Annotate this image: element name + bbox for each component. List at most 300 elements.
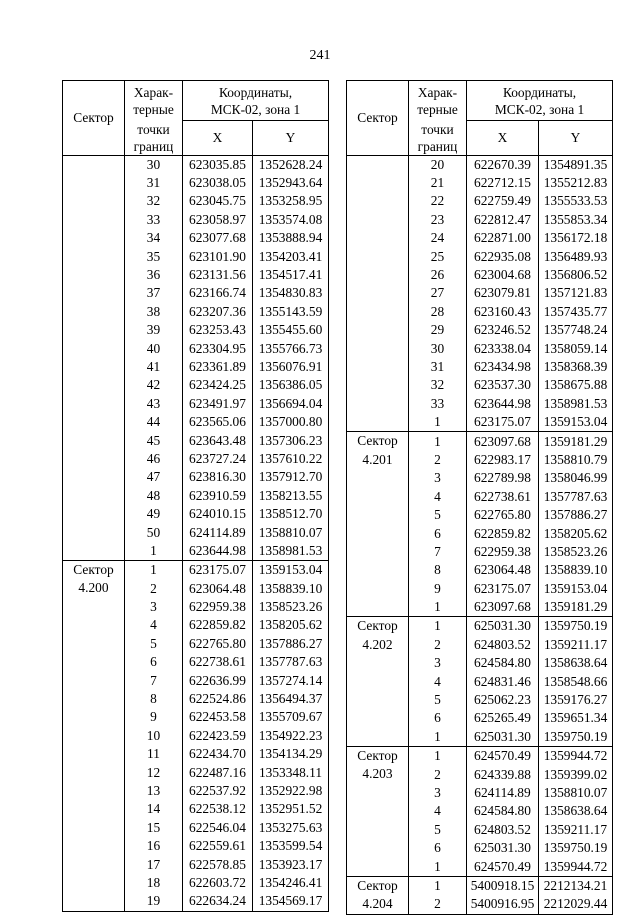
point-number: 14 — [125, 800, 183, 818]
sector-cell — [347, 413, 409, 432]
point-number: 36 — [125, 266, 183, 284]
table-row — [63, 892, 329, 911]
point-number: 3 — [125, 598, 183, 616]
sector-cell — [63, 413, 125, 431]
sector-cell — [347, 321, 409, 339]
point-number: 31 — [125, 174, 183, 192]
point-number: 20 — [409, 155, 467, 174]
coord-y: 1358839.10 — [253, 579, 329, 597]
sector-cell — [347, 561, 409, 579]
coord-y: 2212029.44 — [539, 895, 613, 914]
coord-x: 623644.98 — [467, 395, 539, 413]
table-row — [347, 469, 613, 487]
table-row — [347, 765, 613, 783]
point-number: 32 — [125, 192, 183, 210]
sector-cell: Сектор — [347, 747, 409, 766]
coord-x: 622634.24 — [183, 892, 253, 911]
header-sector: Сектор — [347, 81, 409, 156]
sector-cell: Сектор — [347, 617, 409, 636]
sector-cell — [347, 155, 409, 174]
sector-cell — [63, 266, 125, 284]
point-number: 4 — [409, 488, 467, 506]
coord-y: 1354569.17 — [253, 892, 329, 911]
coord-x: 623077.68 — [183, 229, 253, 247]
point-number: 46 — [125, 450, 183, 468]
sector-cell — [63, 247, 125, 265]
coord-y: 1356386.05 — [253, 376, 329, 394]
table-row — [347, 598, 613, 617]
table-row — [63, 616, 329, 634]
sector-cell — [347, 691, 409, 709]
coord-x: 623038.05 — [183, 174, 253, 192]
coord-y: 1358512.70 — [253, 505, 329, 523]
sector-cell — [347, 728, 409, 747]
point-number: 2 — [409, 765, 467, 783]
coord-y: 1359750.19 — [539, 728, 613, 747]
coord-x: 622765.80 — [183, 635, 253, 653]
point-number: 32 — [409, 376, 467, 394]
header-points-top: Харак- терные — [125, 81, 183, 121]
coord-x: 623434.98 — [467, 358, 539, 376]
sector-cell — [347, 709, 409, 727]
point-number: 3 — [409, 469, 467, 487]
point-number: 2 — [125, 579, 183, 597]
table-row — [63, 855, 329, 873]
coord-y: 1352951.52 — [253, 800, 329, 818]
sector-cell — [347, 784, 409, 802]
point-number: 1 — [409, 413, 467, 432]
coord-y: 1358638.64 — [539, 654, 613, 672]
sector-cell: 4.204 — [347, 895, 409, 914]
table-row — [347, 802, 613, 820]
coord-x: 622789.98 — [467, 469, 539, 487]
coord-x: 625062.23 — [467, 691, 539, 709]
coord-x: 623253.43 — [183, 321, 253, 339]
coord-y: 1356806.52 — [539, 266, 613, 284]
table-row — [347, 303, 613, 321]
point-number: 5 — [409, 821, 467, 839]
table-row — [63, 561, 329, 580]
coord-y: 1358523.26 — [539, 543, 613, 561]
point-number: 47 — [125, 468, 183, 486]
coord-y: 1354891.35 — [539, 155, 613, 174]
point-number: 23 — [409, 211, 467, 229]
sector-cell — [63, 321, 125, 339]
sector-cell — [63, 708, 125, 726]
coord-y: 1357787.63 — [253, 653, 329, 671]
coord-x: 623816.30 — [183, 468, 253, 486]
coord-y: 1357274.14 — [253, 671, 329, 689]
sector-cell — [347, 266, 409, 284]
sector-cell — [347, 579, 409, 597]
coord-y: 1355853.34 — [539, 211, 613, 229]
coord-y: 1355143.59 — [253, 303, 329, 321]
sector-cell — [347, 821, 409, 839]
coord-y: 1353275.63 — [253, 819, 329, 837]
coord-y: 1357435.77 — [539, 303, 613, 321]
coord-y: 1358205.62 — [253, 616, 329, 634]
sector-cell — [347, 506, 409, 524]
table-row — [63, 690, 329, 708]
point-number: 26 — [409, 266, 467, 284]
table-row — [63, 358, 329, 376]
table-row — [63, 523, 329, 541]
table-row — [63, 800, 329, 818]
sector-cell: 4.203 — [347, 765, 409, 783]
header-y: Y — [539, 121, 613, 156]
coord-x: 622983.17 — [467, 451, 539, 469]
point-number: 1 — [409, 747, 467, 766]
coord-x: 622537.92 — [183, 782, 253, 800]
point-number: 37 — [125, 284, 183, 302]
table-row — [347, 192, 613, 210]
header-y: Y — [253, 121, 329, 156]
table-row — [63, 229, 329, 247]
coord-y: 1359651.34 — [539, 709, 613, 727]
table-row — [347, 155, 613, 174]
table-row — [347, 617, 613, 636]
table-row — [347, 284, 613, 302]
point-number: 48 — [125, 487, 183, 505]
coord-y: 1358981.53 — [539, 395, 613, 413]
sector-cell: Сектор — [63, 561, 125, 580]
coord-y: 1359211.17 — [539, 636, 613, 654]
table-row — [63, 376, 329, 394]
sector-cell — [63, 155, 125, 174]
coord-x: 623643.48 — [183, 431, 253, 449]
sector-cell — [63, 431, 125, 449]
sector-cell — [63, 303, 125, 321]
point-number: 6 — [409, 709, 467, 727]
sector-cell — [347, 488, 409, 506]
coord-x: 624010.15 — [183, 505, 253, 523]
table-row — [63, 727, 329, 745]
coord-x: 622935.08 — [467, 247, 539, 265]
coord-y: 1355533.53 — [539, 192, 613, 210]
sector-cell — [63, 800, 125, 818]
point-number: 17 — [125, 855, 183, 873]
coord-y: 1357748.24 — [539, 321, 613, 339]
coord-y: 1356076.91 — [253, 358, 329, 376]
coord-y: 1354134.29 — [253, 745, 329, 763]
table-row — [63, 635, 329, 653]
coord-y: 1359153.04 — [539, 579, 613, 597]
sector-cell — [63, 487, 125, 505]
coord-x: 622738.61 — [183, 653, 253, 671]
sector-cell — [63, 450, 125, 468]
sector-cell — [347, 524, 409, 542]
sector-cell — [347, 358, 409, 376]
sector-cell: Сектор — [347, 876, 409, 895]
table-row — [63, 763, 329, 781]
coord-y: 1357787.63 — [539, 488, 613, 506]
point-number: 39 — [125, 321, 183, 339]
coord-x: 622712.15 — [467, 174, 539, 192]
coord-y: 1356489.93 — [539, 247, 613, 265]
table-row — [347, 395, 613, 413]
sector-cell — [63, 523, 125, 541]
coord-y: 1353348.11 — [253, 763, 329, 781]
table-row — [63, 598, 329, 616]
coord-x: 623361.89 — [183, 358, 253, 376]
table-row — [347, 488, 613, 506]
page-number: 241 — [309, 48, 331, 63]
point-number: 1 — [409, 728, 467, 747]
table-row — [347, 339, 613, 357]
coord-x: 622765.80 — [467, 506, 539, 524]
coord-x: 623079.81 — [467, 284, 539, 302]
point-number: 41 — [125, 358, 183, 376]
sector-cell — [63, 745, 125, 763]
point-number: 5 — [409, 691, 467, 709]
sector-cell — [63, 284, 125, 302]
sector-cell — [63, 671, 125, 689]
coord-x: 623565.06 — [183, 413, 253, 431]
sector-cell — [63, 782, 125, 800]
point-number: 15 — [125, 819, 183, 837]
coord-y: 1355212.83 — [539, 174, 613, 192]
coord-x: 624831.46 — [467, 672, 539, 690]
sector-cell — [347, 672, 409, 690]
coord-y: 1354922.23 — [253, 727, 329, 745]
sector-cell — [347, 598, 409, 617]
table-row — [347, 229, 613, 247]
table-row — [63, 339, 329, 357]
table-row — [347, 211, 613, 229]
table-row — [347, 247, 613, 265]
table-row — [347, 543, 613, 561]
coord-y: 1358059.14 — [539, 339, 613, 357]
point-number: 12 — [125, 763, 183, 781]
point-number: 13 — [125, 782, 183, 800]
table-row — [347, 709, 613, 727]
coord-y: 1353258.95 — [253, 192, 329, 210]
coord-x: 623537.30 — [467, 376, 539, 394]
coord-y: 1356494.37 — [253, 690, 329, 708]
table-row — [63, 874, 329, 892]
point-number: 35 — [125, 247, 183, 265]
table-row — [347, 672, 613, 690]
table-row — [63, 450, 329, 468]
table-row — [347, 654, 613, 672]
table-row — [63, 266, 329, 284]
sector-cell — [347, 857, 409, 876]
coord-x: 622871.00 — [467, 229, 539, 247]
coord-x: 622487.16 — [183, 763, 253, 781]
point-number: 25 — [409, 247, 467, 265]
point-number: 18 — [125, 874, 183, 892]
point-number: 29 — [409, 321, 467, 339]
coord-y: 1359944.72 — [539, 857, 613, 876]
coord-y: 1358548.66 — [539, 672, 613, 690]
coord-x: 622959.38 — [467, 543, 539, 561]
sector-cell — [347, 229, 409, 247]
table-row — [63, 192, 329, 210]
sector-cell — [63, 855, 125, 873]
table-row — [347, 691, 613, 709]
sector-cell — [63, 819, 125, 837]
sector-cell — [347, 211, 409, 229]
coord-y: 1358368.39 — [539, 358, 613, 376]
coord-x: 622538.12 — [183, 800, 253, 818]
sector-cell — [347, 174, 409, 192]
coord-x: 625031.30 — [467, 728, 539, 747]
coord-x: 622559.61 — [183, 837, 253, 855]
coordinates-table-left — [62, 80, 329, 912]
table-row — [63, 284, 329, 302]
coord-x: 622636.99 — [183, 671, 253, 689]
coord-y: 1358046.99 — [539, 469, 613, 487]
point-number: 28 — [409, 303, 467, 321]
point-number: 30 — [409, 339, 467, 357]
sector-cell — [63, 358, 125, 376]
coord-x: 622434.70 — [183, 745, 253, 763]
point-number: 30 — [125, 155, 183, 174]
coord-y: 1358981.53 — [253, 542, 329, 561]
table-row — [63, 782, 329, 800]
coord-x: 623491.97 — [183, 395, 253, 413]
coord-y: 1359153.04 — [539, 413, 613, 432]
point-number: 7 — [409, 543, 467, 561]
coord-x: 624584.80 — [467, 802, 539, 820]
table-row — [347, 857, 613, 876]
point-number: 40 — [125, 339, 183, 357]
coord-y: 1352922.98 — [253, 782, 329, 800]
sector-cell — [347, 395, 409, 413]
table-row — [347, 506, 613, 524]
coord-y: 1354830.83 — [253, 284, 329, 302]
point-number: 45 — [125, 431, 183, 449]
coord-x: 623338.04 — [467, 339, 539, 357]
coord-x: 624584.80 — [467, 654, 539, 672]
coord-x: 624570.49 — [467, 857, 539, 876]
coord-y: 1353923.17 — [253, 855, 329, 873]
table-row — [63, 671, 329, 689]
coord-y: 1357000.80 — [253, 413, 329, 431]
coord-x: 622603.72 — [183, 874, 253, 892]
point-number: 49 — [125, 505, 183, 523]
coord-y: 1355766.73 — [253, 339, 329, 357]
sector-cell — [63, 395, 125, 413]
table-row — [347, 358, 613, 376]
coord-x: 5400916.95 — [467, 895, 539, 914]
point-number: 24 — [409, 229, 467, 247]
sector-cell — [347, 839, 409, 857]
table-row — [63, 542, 329, 561]
coord-x: 623097.68 — [467, 598, 539, 617]
point-number: 1 — [409, 617, 467, 636]
table-row — [63, 321, 329, 339]
sector-cell — [63, 874, 125, 892]
coord-x: 623424.25 — [183, 376, 253, 394]
sector-cell — [347, 376, 409, 394]
sector-cell — [63, 339, 125, 357]
header-x: X — [183, 121, 253, 156]
coord-x: 625031.30 — [467, 617, 539, 636]
table-row — [347, 636, 613, 654]
coord-y: 1357610.22 — [253, 450, 329, 468]
point-number: 22 — [409, 192, 467, 210]
point-number: 8 — [409, 561, 467, 579]
table-row — [63, 653, 329, 671]
header-points-bottom: точки границ — [409, 121, 467, 156]
table-row — [347, 413, 613, 432]
coord-y: 1353574.08 — [253, 211, 329, 229]
table-row — [347, 432, 613, 451]
coord-x: 623175.07 — [467, 413, 539, 432]
coord-x: 622670.39 — [467, 155, 539, 174]
coord-y: 1359944.72 — [539, 747, 613, 766]
coord-x: 622524.86 — [183, 690, 253, 708]
coord-x: 623004.68 — [467, 266, 539, 284]
coord-x: 623175.07 — [183, 561, 253, 580]
sector-cell — [347, 284, 409, 302]
point-number: 10 — [125, 727, 183, 745]
table-row — [63, 247, 329, 265]
coord-x: 623097.68 — [467, 432, 539, 451]
coord-x: 624114.89 — [467, 784, 539, 802]
header-coords: Координаты, МСК-02, зона 1 — [467, 81, 613, 121]
coord-x: 624803.52 — [467, 636, 539, 654]
coord-x: 622859.82 — [183, 616, 253, 634]
table-row — [63, 505, 329, 523]
point-number: 7 — [125, 671, 183, 689]
sector-cell — [347, 469, 409, 487]
point-number: 3 — [409, 784, 467, 802]
point-number: 38 — [125, 303, 183, 321]
point-number: 44 — [125, 413, 183, 431]
point-number: 1 — [125, 542, 183, 561]
coord-x: 623175.07 — [467, 579, 539, 597]
coord-x: 623064.48 — [467, 561, 539, 579]
sector-cell — [63, 763, 125, 781]
point-number: 21 — [409, 174, 467, 192]
coord-x: 622812.47 — [467, 211, 539, 229]
coord-x: 623910.59 — [183, 487, 253, 505]
sector-cell — [63, 635, 125, 653]
coord-y: 1357121.83 — [539, 284, 613, 302]
coord-x: 623045.75 — [183, 192, 253, 210]
coord-x: 622738.61 — [467, 488, 539, 506]
sector-cell — [347, 192, 409, 210]
table-row — [63, 155, 329, 174]
table-row — [347, 321, 613, 339]
coord-y: 1358810.07 — [539, 784, 613, 802]
point-number: 9 — [409, 579, 467, 597]
coord-y: 1358638.64 — [539, 802, 613, 820]
sector-cell — [63, 892, 125, 911]
coord-x: 625265.49 — [467, 709, 539, 727]
sector-cell — [63, 229, 125, 247]
coord-y: 1358810.07 — [253, 523, 329, 541]
point-number: 16 — [125, 837, 183, 855]
coord-x: 623160.43 — [467, 303, 539, 321]
coord-y: 1359181.29 — [539, 598, 613, 617]
sector-cell — [347, 303, 409, 321]
table-row — [347, 747, 613, 766]
table-row — [63, 211, 329, 229]
sector-cell — [63, 505, 125, 523]
point-number: 1 — [409, 598, 467, 617]
header-points-bottom: точки границ — [125, 121, 183, 156]
coord-x: 622759.49 — [467, 192, 539, 210]
sector-cell — [63, 653, 125, 671]
coord-y: 1357306.23 — [253, 431, 329, 449]
point-number: 9 — [125, 708, 183, 726]
point-number: 43 — [125, 395, 183, 413]
table-row — [63, 708, 329, 726]
table-row — [347, 821, 613, 839]
